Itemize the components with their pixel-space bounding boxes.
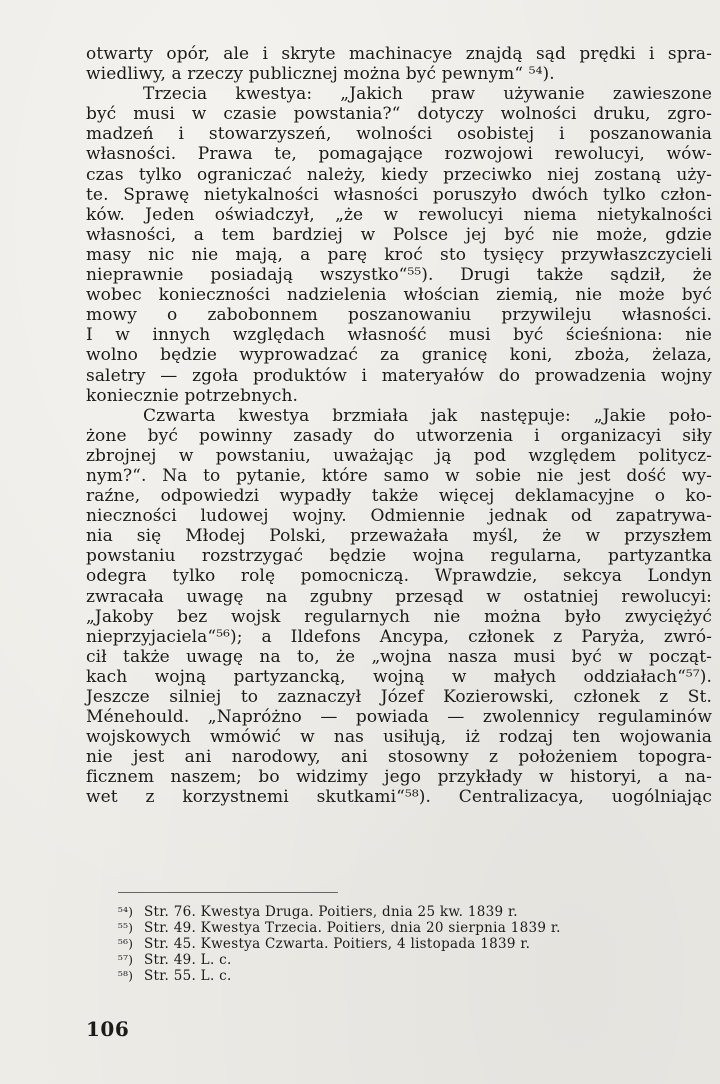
text-line: Ménehould. „Napróżno — powiada — zwolennicy regulaminów — [86, 707, 712, 728]
text-line: nieprzyjaciela“⁵⁶); a Ildefons Ancypa, członek z Paryża, zwró- — [86, 626, 712, 647]
page-number: 106 — [86, 1017, 130, 1041]
footnote-number: ⁵⁴) — [118, 905, 134, 919]
footnote-divider — [118, 892, 338, 893]
footnote — [118, 904, 678, 920]
text-line: własności, a tem bardziej w Polsce jej być nie może, gdzie — [86, 224, 712, 245]
footnote-number: ⁵⁶) — [118, 937, 134, 951]
text-line: te. Sprawę nietykalności własności poruszyło dwóch tylko człon- — [86, 184, 712, 205]
footnote-number: ⁵⁸) — [118, 969, 134, 983]
text-line: saletry — zgoła produktów i materyałów do prowadzenia wojny — [86, 365, 712, 386]
text-line: Jeszcze silniej to zaznaczył Józef Kozierowski, członek z St. — [86, 687, 712, 707]
footnote-text: Str. 49. L. c. — [144, 952, 232, 968]
text-line: raźne, odpowiedzi wypadły także więcej deklamacyjne o ko- — [86, 486, 712, 507]
footnote-text: Str. 45. Kwestya Czwarta. Poitiers, 4 listopada 1839 r. — [144, 936, 531, 952]
footnote-text: Str. 49. Kwestya Trzecia. Poitiers, dnia 20 sierpnia 1839 r. — [144, 920, 561, 936]
footnote — [118, 952, 678, 968]
text-line: I w innych względach własność musi być ścieśniona: nie — [86, 325, 712, 346]
text-line: otwarty opór, ale i skryte machinacye znajdą sąd prędki i spra- — [86, 44, 712, 64]
text-line: czas tylko ograniczać należy, kiedy przeciwko niej zostaną uży- — [86, 164, 712, 185]
footnote-number: ⁵⁷) — [118, 953, 134, 967]
footnote-text: Str. 55. L. c. — [144, 968, 232, 984]
text-line: kach wojną partyzancką, wojną w małych oddziałach“⁵⁷). — [86, 666, 712, 687]
footnote — [118, 968, 678, 984]
footnote — [118, 920, 678, 936]
text-line: mowy o zabobonnem poszanowaniu przywileju własności. — [86, 305, 712, 326]
text-line: Czwarta kwestya brzmiała jak następuje: „Jakie poło- — [143, 405, 712, 426]
text-line: „Jakoby bez wojsk regularnych nie można było zwyciężyć — [86, 606, 712, 627]
text-line: wet z korzystnemi skutkami“⁵⁸). Centralizacya, uogólniając — [86, 787, 712, 808]
footnotes — [118, 904, 678, 984]
text-line: wojskowych wmówić w nas usiłują, iż rodzaj ten wojowania — [86, 727, 712, 748]
text-line: własności. Prawa te, pomagające rozwojowi rewolucyi, wów- — [86, 144, 712, 165]
text-line: nym?“. Na to pytanie, które samo w sobie nie jest dość wy- — [86, 465, 712, 486]
body-text — [86, 44, 712, 808]
footnote-number: ⁵⁵) — [118, 921, 134, 935]
text-line: masy nic nie mają, a parę kroć sto tysięcy przywłaszczycieli — [86, 244, 712, 265]
text-line: zwracała uwagę na zgubny przesąd w ostatniej rewolucyi: — [86, 586, 712, 607]
text-line: wobec konieczności nadzielenia włościan ziemią, nie może być — [86, 285, 712, 306]
text-line: Trzecia kwestya: „Jakich praw używanie zawieszone — [143, 84, 712, 105]
text-line: nie jest ani narodowy, ani stosowny z położeniem topogra- — [86, 747, 712, 768]
text-line: madzeń i stowarzyszeń, wolności osobistej i poszanowania — [86, 124, 712, 145]
text-line: zbrojnej w powstaniu, uważając ją pod względem politycz- — [86, 445, 712, 466]
footnote — [118, 936, 678, 952]
text-line: wolno będzie wyprowadzać za granicę koni, zboża, żelaza, — [86, 345, 712, 366]
text-line: ficznem naszem; bo widzimy jego przykłady w historyi, a na- — [86, 767, 712, 788]
text-line: koniecznie potrzebnych. — [86, 385, 299, 406]
text-line: być musi w czasie powstania?“ dotyczy wolności druku, zgro- — [86, 104, 712, 125]
text-line: żone być powinny zasady do utworzenia i organizacyi siły — [86, 425, 712, 446]
text-line: odegra tylko rolę pomocniczą. Wprawdzie, sekcya Londyn — [86, 566, 712, 587]
footnote-text: Str. 76. Kwestya Druga. Poitiers, dnia 25 kw. 1839 r. — [144, 904, 518, 920]
text-line: cił także uwagę na to, że „wojna nasza musi być w począt- — [86, 646, 712, 667]
text-line: nieprawnie posiadają wszystko“⁵⁵). Drugi także sądził, że — [86, 265, 712, 286]
text-line: nieczności ludowej wojny. Odmiennie jednak od zapatrywa- — [86, 506, 712, 527]
text-line: powstaniu rozstrzygać będzie wojna regularna, partyzantka — [86, 546, 712, 567]
text-line: wiedliwy, a rzeczy publicznej można być pewnym“ ⁵⁴). — [86, 64, 555, 85]
text-line: nia się Młodej Polski, przeważała myśl, że w przyszłem — [86, 526, 712, 547]
text-line: ków. Jeden oświadczył, „że w rewolucyi niema nietykalności — [86, 204, 712, 225]
